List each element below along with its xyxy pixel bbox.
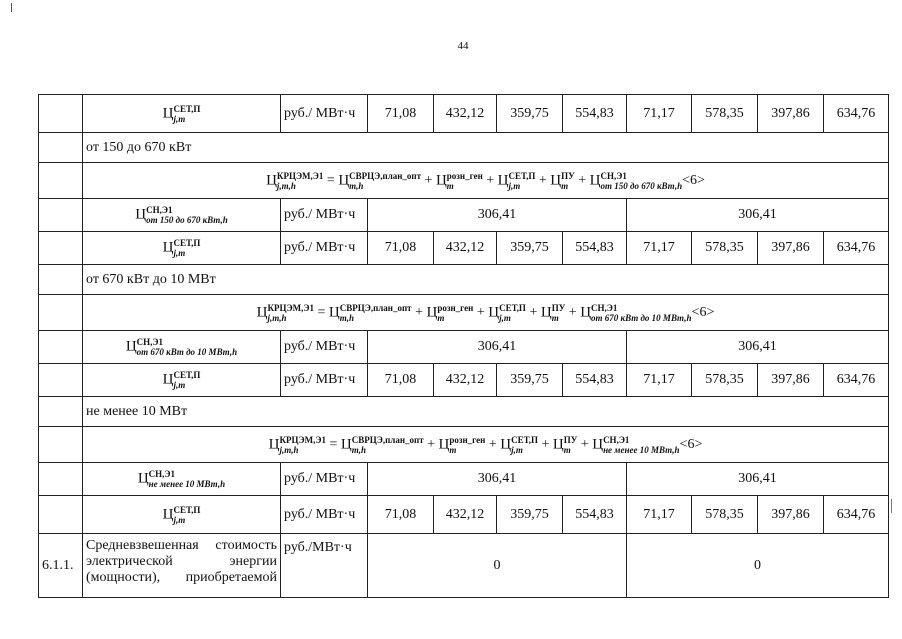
formula-row [39, 427, 889, 463]
symbol-superscript: СЕТ,П [511, 434, 538, 445]
symbol-base: Ц [550, 172, 562, 188]
markup-row [39, 199, 889, 232]
symbol-base: Ц [580, 304, 592, 320]
markup-value-b: 306,41 [627, 331, 889, 364]
symbol-superscript: розн_ген [446, 170, 483, 181]
markup-symbol [126, 337, 237, 357]
markup-row [39, 331, 889, 364]
value-cell: 578,35 [692, 496, 758, 534]
item-description [83, 534, 281, 598]
unit-cell: руб./МВт·ч [281, 534, 368, 598]
unit-cell: руб./ МВт·ч [281, 496, 368, 534]
symbol-subscript: m,h [339, 312, 354, 323]
symbol-superscript: СН,Э1 [136, 337, 164, 347]
formula-term-wholesale [338, 171, 421, 191]
symbol-scripts [173, 104, 200, 124]
symbol-scripts [349, 171, 421, 191]
row-code-cell [39, 295, 83, 331]
page-corner-mark [11, 3, 12, 12]
symbol-superscript: СН,Э1 [603, 434, 630, 445]
formula-term-generation [439, 435, 486, 455]
value-cell: 397,86 [758, 364, 824, 397]
equals-sign: = [325, 436, 341, 452]
plus-sign: + [577, 436, 593, 452]
value-cell: 71,17 [627, 95, 692, 133]
symbol-superscript: ПУ [551, 302, 566, 313]
plus-sign: + [537, 436, 553, 452]
symbol-cell [83, 331, 281, 364]
price-row [39, 364, 889, 397]
value-cell: 359,75 [497, 232, 563, 265]
symbol-base: Ц [592, 436, 604, 452]
symbol-subscript: j,m [173, 380, 186, 390]
symbol-base: Ц [162, 105, 174, 121]
symbol-superscript: ПУ [563, 434, 578, 445]
markup-row [39, 463, 889, 496]
formula-term-network [500, 435, 538, 455]
markup-symbol [138, 469, 225, 489]
symbol-scripts [511, 435, 538, 455]
row-code-cell [39, 265, 83, 295]
symbol-scripts [591, 303, 692, 323]
unit-cell: руб./ МВт·ч [281, 199, 368, 232]
price-symbol [163, 505, 201, 525]
symbol-scripts [277, 171, 323, 191]
margin-tick [891, 499, 892, 513]
value-cell: 432,12 [434, 95, 497, 133]
price-row [39, 232, 889, 265]
row-code-cell [39, 95, 83, 133]
page-number: 44 [457, 40, 469, 52]
formula-cell [83, 295, 889, 331]
symbol-subscript: не менее 10 МВт,h [148, 479, 226, 489]
symbol-superscript: СН,Э1 [146, 205, 173, 215]
plus-sign: + [525, 304, 541, 320]
symbol-scripts [509, 171, 536, 191]
symbol-subscript: j,m [173, 113, 186, 124]
formula-term-markup [580, 303, 691, 323]
symbol-cell [83, 199, 281, 232]
item-value-a: 0 [368, 534, 627, 598]
symbol-cell [83, 496, 281, 534]
formula-lhs [266, 171, 323, 191]
section-heading: от 670 кВт до 10 МВт [83, 265, 889, 295]
symbol-superscript: СВРЦЭ,план_опт [349, 170, 422, 181]
table-body [39, 95, 889, 598]
symbol-scripts [173, 505, 200, 525]
value-cell: 359,75 [497, 364, 563, 397]
symbol-base: Ц [162, 506, 174, 522]
row-code-cell [39, 397, 83, 427]
description-text [86, 538, 277, 586]
formula-lhs [257, 303, 314, 323]
symbol-subscript: j,m [511, 444, 523, 455]
symbol-base: Ц [488, 304, 500, 320]
formula-term-services [553, 435, 577, 455]
symbol-scripts [564, 435, 578, 455]
value-cell: 432,12 [434, 364, 497, 397]
price-row [39, 95, 889, 133]
symbol-scripts [552, 303, 566, 323]
formula-term-services [541, 303, 565, 323]
symbol-base: Ц [426, 304, 438, 320]
description-line: (мощности), приобретаемой [86, 570, 277, 585]
symbol-superscript: СЕТ,П [508, 170, 536, 181]
formula-term-markup [590, 171, 682, 191]
symbol-base: Ц [500, 436, 512, 452]
value-cell: 578,35 [692, 364, 758, 397]
unit-cell: руб./ МВт·ч [281, 364, 368, 397]
symbol-superscript: розн_ген [449, 434, 486, 445]
markup-value-a: 306,41 [368, 331, 627, 364]
formula-term-network [488, 303, 526, 323]
symbol-base: Ц [338, 172, 350, 188]
section-heading: не менее 10 МВт [83, 397, 889, 427]
item-611-row [39, 534, 889, 598]
symbol-scripts [267, 303, 313, 323]
row-code-cell [39, 163, 83, 199]
value-cell: 432,12 [434, 496, 497, 534]
row-code-cell [39, 232, 83, 265]
symbol-subscript: m,h [351, 444, 366, 455]
equals-sign: = [313, 304, 329, 320]
unit-cell: руб./ МВт·ч [281, 331, 368, 364]
formula-term-markup [592, 435, 679, 455]
row-code-cell [39, 463, 83, 496]
symbol-scripts [280, 435, 326, 455]
symbol-base: Ц [135, 206, 147, 223]
value-cell: 634,76 [824, 95, 889, 133]
value-cell: 634,76 [824, 364, 889, 397]
symbol-scripts [146, 205, 228, 225]
price-symbol [163, 370, 201, 390]
symbol-superscript: СВРЦЭ,план_опт [351, 434, 424, 445]
value-cell: 71,17 [627, 496, 692, 534]
symbol-subscript: j,m [508, 180, 521, 191]
markup-value-a: 306,41 [368, 199, 627, 232]
symbol-subscript: от 150 до 670 кВт,h [600, 180, 683, 191]
symbol-scripts [561, 171, 575, 191]
symbol-superscript: СЕТ,П [173, 103, 201, 114]
section-heading-row [39, 397, 889, 427]
symbol-subscript: j,m [173, 248, 186, 258]
value-cell: 71,08 [368, 496, 434, 534]
description-line: Средневзвешенная стоимость [86, 538, 277, 553]
symbol-scripts [603, 435, 679, 455]
row-code-cell [39, 496, 83, 534]
value-cell: 71,08 [368, 95, 434, 133]
symbol-scripts [173, 238, 200, 258]
price-symbol [163, 104, 201, 124]
symbol-scripts [499, 303, 526, 323]
symbol-superscript: СВРЦЭ,план_опт [339, 302, 412, 313]
symbol-base: Ц [256, 304, 268, 320]
value-cell: 554,83 [563, 232, 627, 265]
symbol-scripts [600, 171, 682, 191]
symbol-scripts [173, 370, 200, 390]
item-value-b: 0 [627, 534, 889, 598]
value-cell: 432,12 [434, 232, 497, 265]
formula-term-wholesale [329, 303, 412, 323]
symbol-subscript: m,h [349, 180, 364, 191]
symbol-subscript: j,m,h [276, 180, 296, 191]
plus-sign: + [482, 172, 498, 188]
symbol-cell [83, 364, 281, 397]
row-code-cell [39, 331, 83, 364]
symbol-subscript: j,m,h [279, 444, 299, 455]
plus-sign: + [423, 436, 439, 452]
plus-sign: + [565, 304, 581, 320]
formula-term-generation [427, 303, 474, 323]
item-code: 6.1.1. [39, 534, 83, 598]
symbol-base: Ц [162, 371, 174, 388]
footnote-ref: <6> [691, 304, 715, 320]
symbol-superscript: СН,Э1 [148, 469, 176, 479]
row-code-cell [39, 199, 83, 232]
plus-sign: + [421, 172, 436, 188]
plus-sign: + [574, 172, 590, 188]
symbol-scripts [449, 435, 485, 455]
value-cell: 578,35 [692, 95, 758, 133]
symbol-subscript: от 150 до 670 кВт,h [146, 215, 228, 225]
footnote-ref: <6> [679, 436, 703, 452]
symbol-superscript: СЕТ,П [173, 504, 201, 515]
unit-cell: руб./ МВт·ч [281, 232, 368, 265]
symbol-superscript: ПУ [561, 170, 575, 181]
symbol-superscript: СЕТ,П [173, 370, 201, 380]
formula-term-services [550, 171, 574, 191]
symbol-scripts [137, 337, 238, 357]
symbol-subscript: от 670 кВт до 10 МВт,h [136, 347, 238, 357]
description-line: электрической энергии [86, 554, 277, 569]
symbol-subscript: m [563, 444, 571, 455]
formula-term-wholesale [341, 435, 424, 455]
symbol-subscript: j,m [499, 312, 511, 323]
unit-cell: руб./ МВт·ч [281, 95, 368, 133]
symbol-subscript: m [551, 312, 559, 323]
symbol-superscript: СН,Э1 [600, 170, 627, 181]
symbol-subscript: m [437, 312, 445, 323]
symbol-superscript: КРЦЭМ,Э1 [267, 302, 314, 313]
symbol-base: Ц [552, 436, 564, 452]
value-cell: 71,17 [627, 232, 692, 265]
plus-sign: + [411, 304, 427, 320]
symbol-subscript: j,m [173, 514, 186, 525]
value-cell: 71,08 [368, 364, 434, 397]
symbol-base: Ц [435, 172, 447, 188]
symbol-base: Ц [137, 470, 149, 487]
symbol-base: Ц [266, 172, 277, 188]
formula-cell [83, 163, 889, 199]
symbol-superscript: розн_ген [437, 302, 474, 313]
symbol-superscript: КРЦЭМ,Э1 [276, 170, 324, 181]
plus-sign: + [485, 436, 501, 452]
symbol-subscript: не менее 10 МВт,h [603, 444, 680, 455]
value-cell: 397,86 [758, 232, 824, 265]
section-heading-row [39, 265, 889, 295]
value-cell: 578,35 [692, 232, 758, 265]
plus-sign: + [473, 304, 489, 320]
symbol-base: Ц [589, 172, 601, 188]
footnote-ref: <6> [682, 172, 705, 188]
formula-row [39, 295, 889, 331]
formula-cell [83, 427, 889, 463]
markup-symbol [135, 205, 227, 225]
symbol-base: Ц [340, 436, 352, 452]
value-cell: 554,83 [563, 364, 627, 397]
symbol-base: Ц [497, 172, 509, 188]
symbol-scripts [447, 171, 483, 191]
symbol-superscript: СЕТ,П [499, 302, 526, 313]
symbol-subscript: m [561, 180, 569, 191]
symbol-subscript: j,m,h [267, 312, 287, 323]
markup-value-b: 306,41 [627, 463, 889, 496]
symbol-subscript: от 670 кВт до 10 МВт,h [591, 312, 692, 323]
price-row [39, 496, 889, 534]
row-code-cell [39, 364, 83, 397]
symbol-scripts [340, 303, 412, 323]
value-cell: 634,76 [824, 496, 889, 534]
symbol-cell [83, 232, 281, 265]
value-cell: 71,08 [368, 232, 434, 265]
symbol-superscript: КРЦЭМ,Э1 [279, 434, 326, 445]
symbol-scripts [352, 435, 424, 455]
formula-row [39, 163, 889, 199]
value-cell: 554,83 [563, 496, 627, 534]
symbol-base: Ц [328, 304, 340, 320]
value-cell: 554,83 [563, 95, 627, 133]
formula-term-network [498, 171, 536, 191]
symbol-scripts [149, 469, 225, 489]
symbol-superscript: СН,Э1 [591, 302, 618, 313]
symbol-base: Ц [540, 304, 552, 320]
symbol-base: Ц [268, 436, 280, 452]
tariff-table [38, 94, 889, 598]
section-heading: от 150 до 670 кВт [83, 133, 889, 163]
markup-value-b: 306,41 [627, 199, 889, 232]
equals-sign: = [323, 172, 339, 188]
value-cell: 359,75 [497, 95, 563, 133]
symbol-base: Ц [125, 338, 137, 355]
symbol-cell [83, 95, 281, 133]
row-code-cell [39, 427, 83, 463]
formula-lhs [269, 435, 326, 455]
unit-cell: руб./ МВт·ч [281, 463, 368, 496]
value-cell: 359,75 [497, 496, 563, 534]
symbol-scripts [437, 303, 473, 323]
value-cell: 397,86 [758, 95, 824, 133]
symbol-cell [83, 463, 281, 496]
value-cell: 397,86 [758, 496, 824, 534]
value-cell: 634,76 [824, 232, 889, 265]
symbol-superscript: СЕТ,П [173, 238, 201, 248]
symbol-base: Ц [438, 436, 450, 452]
section-heading-row [39, 133, 889, 163]
symbol-base: Ц [162, 239, 174, 256]
value-cell: 71,17 [627, 364, 692, 397]
symbol-subscript: m [449, 444, 457, 455]
price-symbol [163, 238, 201, 258]
markup-value-a: 306,41 [368, 463, 627, 496]
formula-term-generation [436, 171, 483, 191]
symbol-subscript: m [446, 180, 454, 191]
row-code-cell [39, 133, 83, 163]
plus-sign: + [535, 172, 551, 188]
